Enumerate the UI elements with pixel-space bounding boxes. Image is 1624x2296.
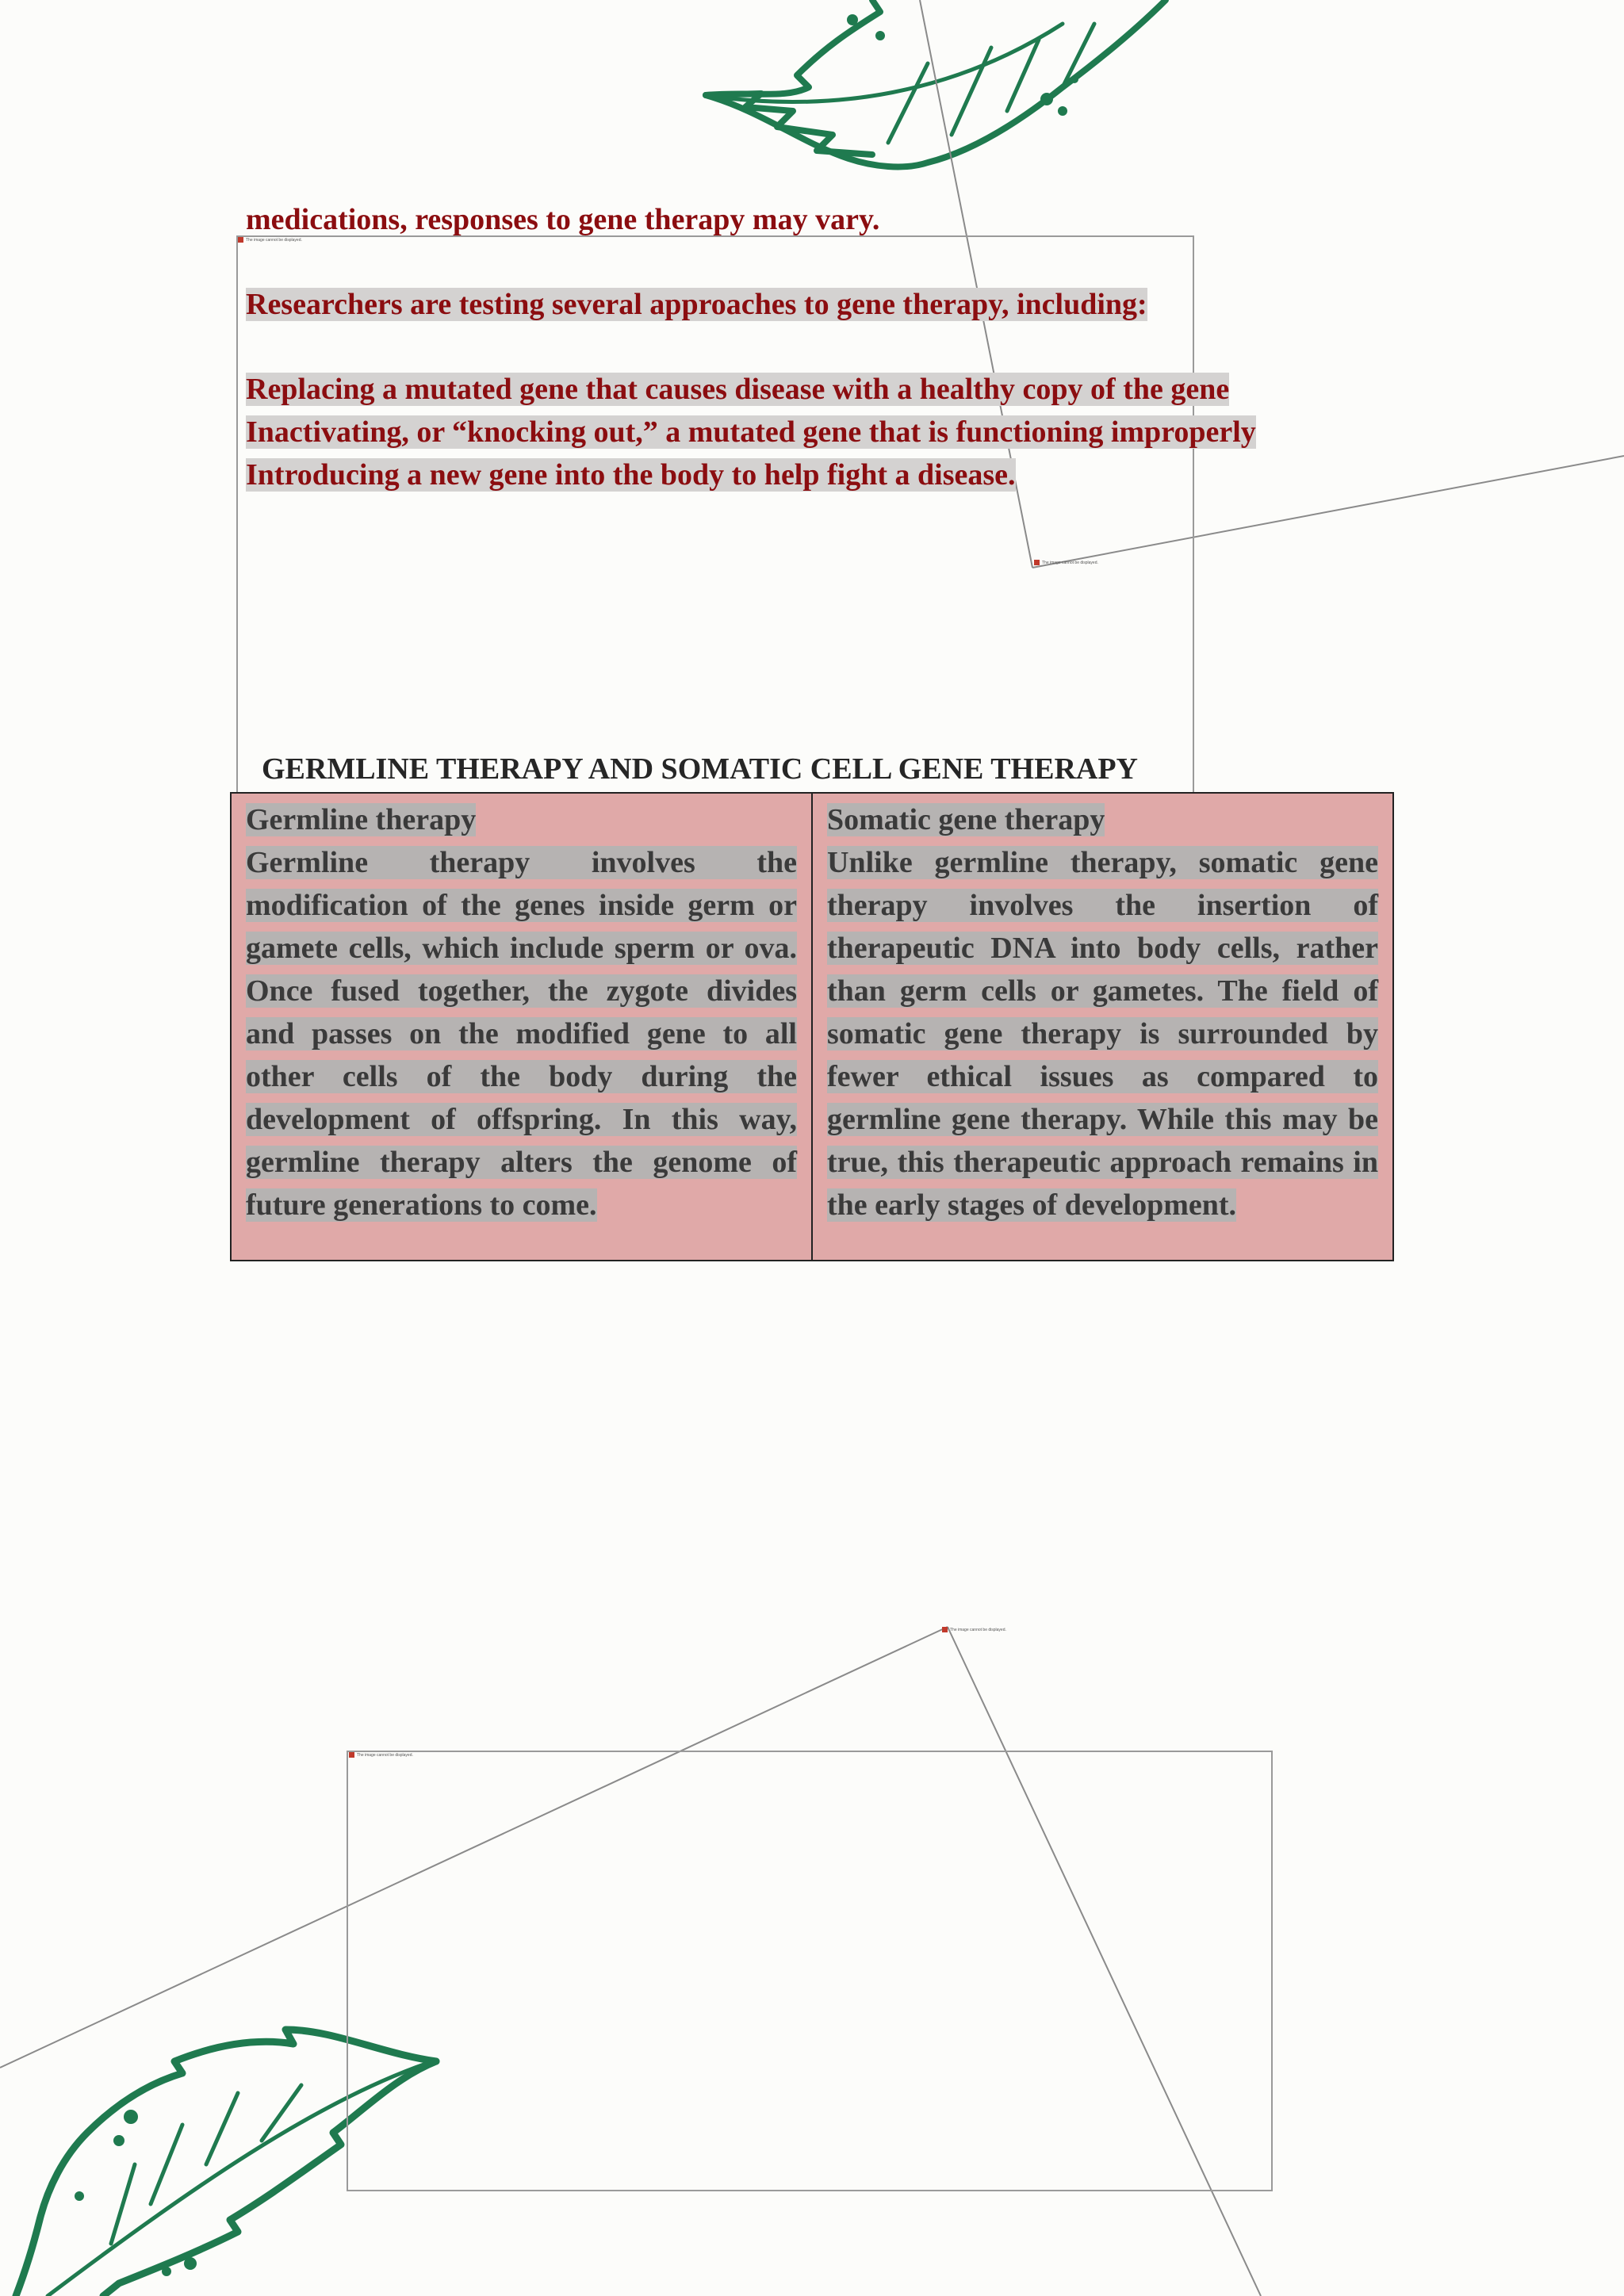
broken-image-mid: [1034, 560, 1098, 565]
broken-image-icon: [349, 1752, 354, 1758]
approach-item-2: [246, 411, 1256, 453]
intro-line: [246, 198, 879, 241]
broken-image-lower: [942, 1627, 1006, 1632]
comparison-table: [230, 792, 1394, 1261]
broken-image-alt: The image cannot be displayed.: [950, 1627, 1006, 1632]
somatic-title: Somatic gene therapy: [827, 803, 1105, 836]
broken-image-icon: [238, 237, 243, 243]
broken-image-alt: The image cannot be displayed.: [246, 237, 302, 243]
image-frame-bottom: [347, 1751, 1273, 2191]
approach-item-3: [246, 453, 1016, 496]
table-row: [231, 793, 1393, 1261]
germline-cell: [231, 793, 812, 1261]
approach-item-text: Replacing a mutated gene that causes disease with a healthy copy of the gene: [246, 373, 1230, 406]
broken-image-icon: [1034, 560, 1040, 565]
germline-title: Germline therapy: [246, 803, 477, 836]
intro-line-text: medications, responses to gene therapy may vary.: [246, 203, 880, 236]
approach-item-text: Introducing a new gene into the body to help fight a disease.: [246, 458, 1016, 492]
somatic-body: Unlike germline therapy, somatic gene therapy involves the insertion of therapeutic DNA into body cells, rather than germ cells or gametes. The field of somatic gene therapy is surrounded by fewer ethical issues as compared to germline gene therapy. While this may be true, this therapeutic approach remains in the early stages of development.: [827, 846, 1378, 1222]
approach-item-text: Inactivating, or “knocking out,” a mutated gene that is functioning improperly: [246, 415, 1256, 449]
broken-image-bottom: [349, 1752, 413, 1758]
broken-image-alt: The image cannot be displayed.: [357, 1752, 413, 1758]
approaches-intro-text: Researchers are testing several approaches to gene therapy, including:: [246, 288, 1147, 321]
approach-item-1: [246, 368, 1229, 411]
broken-image-alt: The image cannot be displayed.: [1042, 560, 1098, 565]
somatic-cell: [812, 793, 1393, 1261]
broken-image-icon: [942, 1627, 948, 1632]
germline-body: Germline therapy involves the modification of the genes inside germ or gamete cells, which include sperm or ova. Once fused together, the zygote divides and passes on the modified gene to all other cells of the body during the development of offspring. In this way, germline therapy alters the genome of future generations to come.: [246, 846, 797, 1222]
section-heading: [262, 752, 1138, 786]
section-heading-text: GERMLINE THERAPY AND SOMATIC CELL GENE THERAPY: [262, 752, 1138, 786]
approaches-intro: [246, 283, 1147, 326]
